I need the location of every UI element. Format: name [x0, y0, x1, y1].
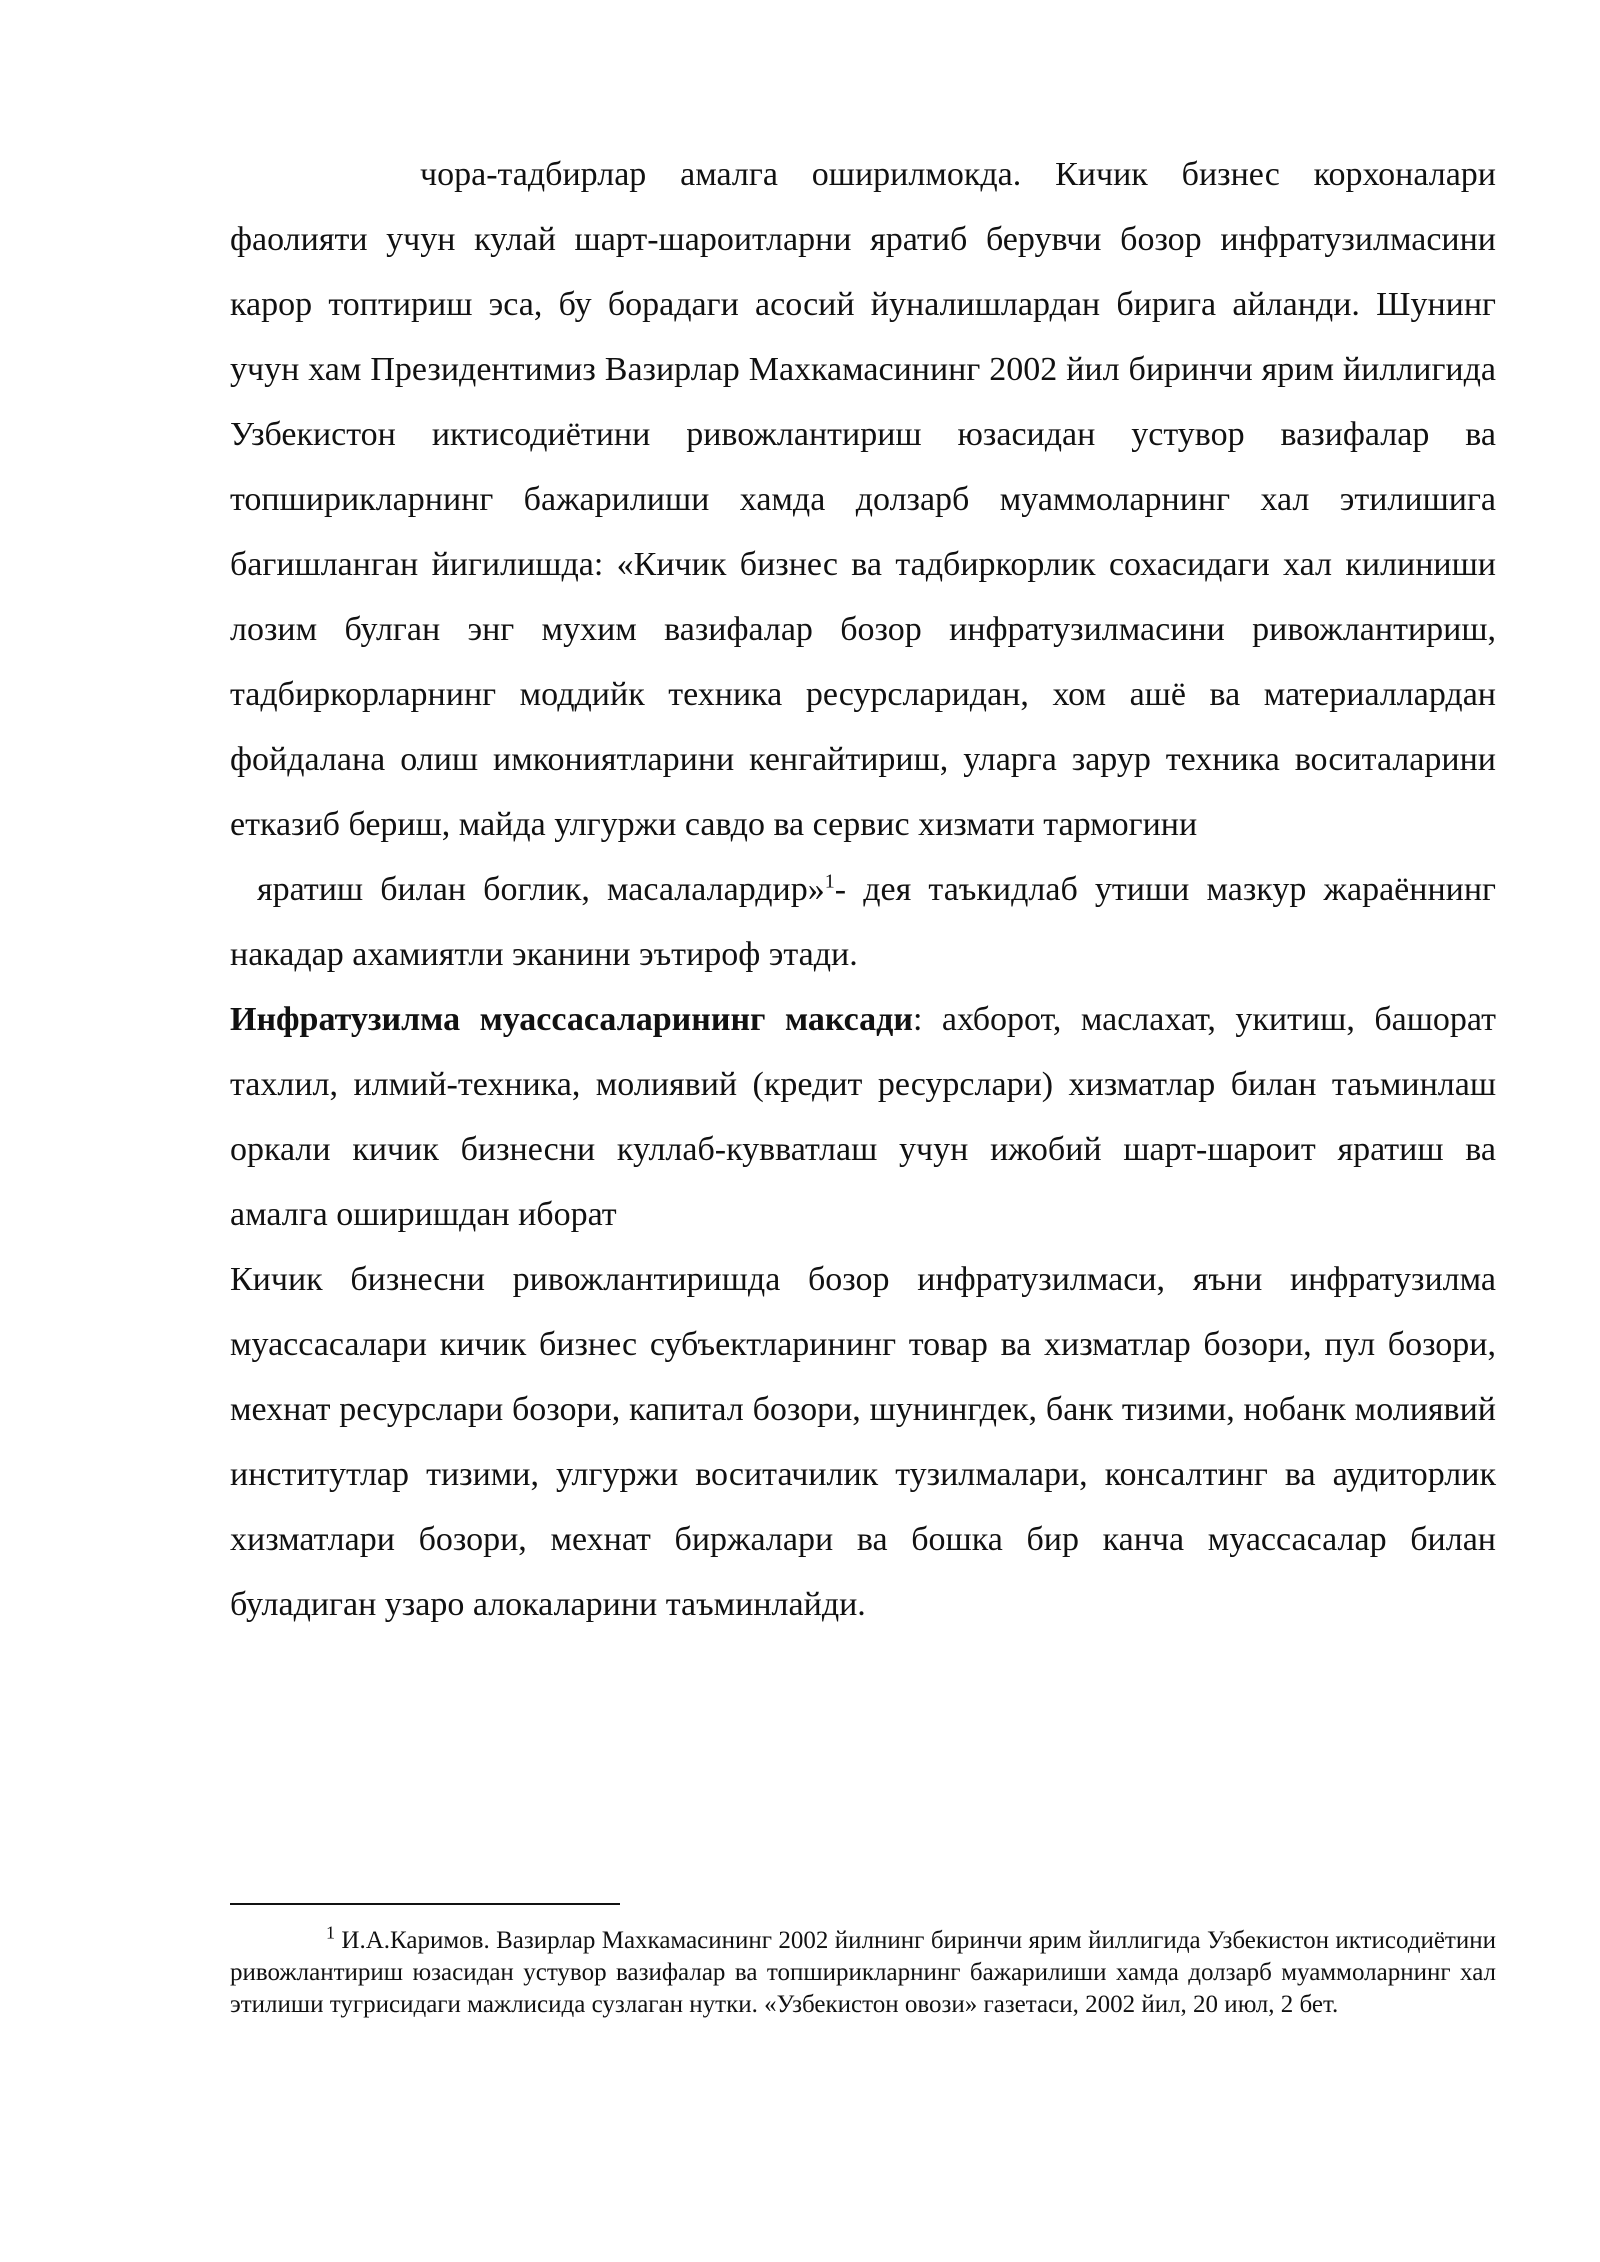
body-text — [230, 142, 1496, 1637]
purpose-heading: Инфратузилма муассасаларининг максади — [230, 1001, 913, 1038]
footnote-reference[interactable]: 1 — [824, 870, 835, 893]
footnote-paragraph — [230, 1922, 1496, 2021]
footnote-separator — [230, 1903, 620, 1905]
footnote-number: 1 — [326, 1922, 335, 1943]
paragraph-quote-end — [230, 857, 1496, 987]
quote-text: яратиш билан боглик, масалалардир» — [257, 871, 825, 908]
paragraph-infrastructure: Кичик бизнесни ривожлантиришда бозор инфратузилмаси, яъни инфратузилма муассасалари кичик бизнес субъектларининг товар ва хизматлар бозори, пул бозори, мехнат ресурслари бозори, капитал бозори, шунингдек, банк тизими, нобанк молиявий институтлар тизими, улгуржи воситачилик тузилмалари, консалтинг ва аудиторлик хизматлари бозори, мехнат биржалари ва бошка бир канча муассасалар билан буладиган узаро алокаларини таъминлайди. — [230, 1261, 1496, 1623]
footnote-text: И.А.Каримов. Вазирлар Махкамасининг 2002 йилнинг биринчи ярим йиллигида Узбекистон иктисодиётини ривожлантириш юзасидан устувор вазифалар ва топширикларнинг бажарилиши хамда долзарб муаммоларнинг хал этилиши тугрисидаги мажлисида сузлаган нутки. «Узбекистон овози» газетаси, 2002 йил, 20 июл, 2 бет. — [230, 1927, 1496, 2018]
paragraph-intro: чора-тадбирлар амалга оширилмокда. Кичик бизнес корхоналари фаолияти учун кулай шарт-шароитларни яратиб берувчи бозор инфратузилмасини карор топтириш эса, бу борадаги асосий йуналишлардан бирига айланди. Шунинг учун хам Президентимиз Вазирлар Махкамасининг 2002 йил биринчи ярим йиллигида Узбекистон иктисодиётини ривожлантириш юзасидан устувор вазифалар ва топширикларнинг бажарилиши хамда долзарб муаммоларнинг хал этилишига багишланган йигилишда: «Кичик бизнес ва тадбиркорлик сохасидаги хал килиниши лозим булган энг мухим вазифалар бозор инфратузилмасини ривожлантириш, тадбиркорларнинг моддийк техника ресурсларидан, хом ашё ва материаллардан фойдалана олиш имкониятларини кенгайтириш, уларга зарур техника воситаларини етказиб бериш, майда улгуржи савдо ва сервис хизмати тармогини — [230, 156, 1496, 843]
quote-continuation: - дея таъкидлаб утиши мазкур жараённинг накадар ахамиятли эканини эътироф этади. — [230, 871, 1496, 973]
purpose-text: : ахборот, маслахат, укитиш, башорат тахлил, илмий-техника, молиявий (кредит ресурслари) хизматлар билан таъминлаш оркали кичик бизнесни куллаб-кувватлаш учун ижобий шарт-шароит яратиш ва амалга оширишдан иборат — [230, 1001, 1496, 1233]
paragraph-purpose — [230, 987, 1496, 1247]
footnote — [230, 1922, 1496, 2021]
